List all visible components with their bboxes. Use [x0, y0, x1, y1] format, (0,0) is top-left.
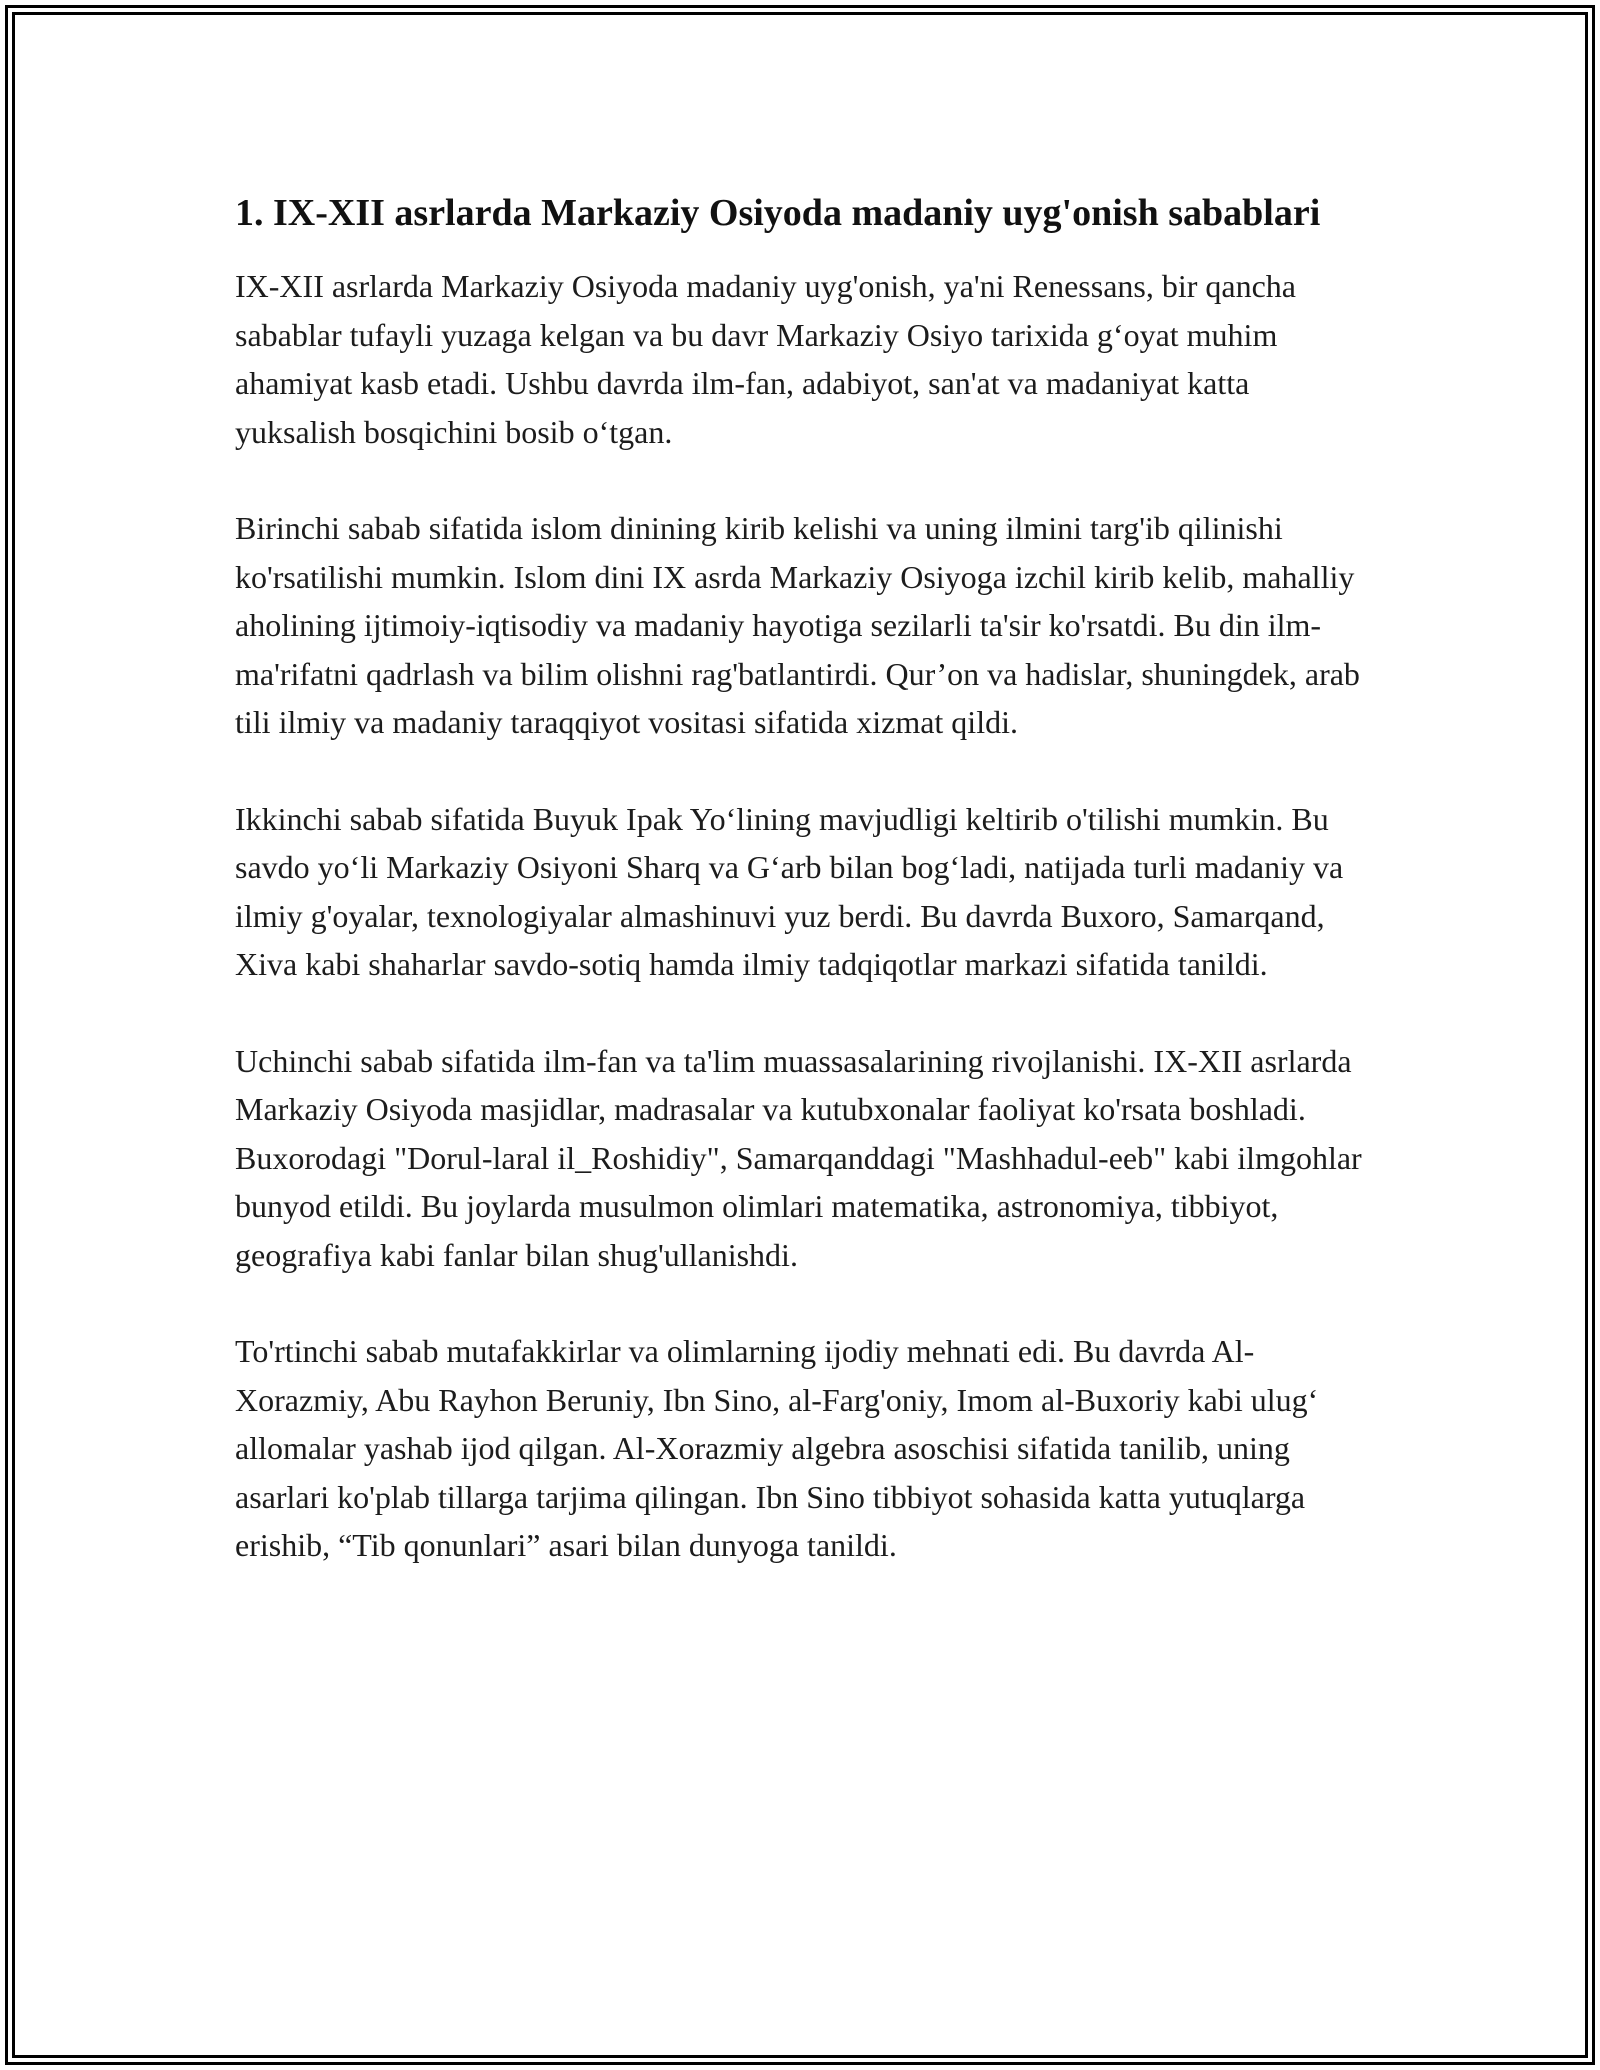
paragraph-first-reason: Birinchi sabab sifatida islom dinining kirib kelishi va uning ilmini targ'ib qilinishi ko'rsatilishi mumkin. Islom dini IX asrda Markaziy Osiyoga izchil kirib kelib, mahalliy aholining ijtimoiy-iqtisodiy va madaniy hayotiga sezilarli ta'sir ko'rsatdi. Bu din ilm-ma'rifatni qadrlash va bilim olishni rag'batlantirdi. Qur’on va hadislar, shuningdek, arab tili ilmiy va madaniy taraqqiyot vositasi sifatida xizmat qildi.: [235, 510, 1360, 740]
document-title: 1. IX-XII asrlarda Markaziy Osiyoda madaniy uyg'onish sabablari: [235, 192, 1321, 234]
paragraph-second-reason: Ikkinchi sabab sifatida Buyuk Ipak Yo‘lining mavjudligi keltirib o'tilishi mumkin. Bu savdo yo‘li Markaziy Osiyoni Sharq va G‘arb bilan bog‘ladi, natijada turli madaniy va ilmiy g'oyalar, texnologiyalar almashinuvi yuz berdi. Bu davrda Buxoro, Samarqand, Xiva kabi shaharlar savdo-sotiq hamda ilmiy tadqiqotlar markazi sifatida tanildi.: [235, 800, 1344, 982]
document-body: [235, 186, 1365, 1618]
paragraph-third-reason: Uchinchi sabab sifatida ilm-fan va ta'lim muassasalarining rivojlanishi. IX-XII asrlarda Markaziy Osiyoda masjidlar, madrasalar va kutubxonalar faoliyat ko'rsata boshladi. Buxorodagi "Dorul-laral il_Roshidiy", Samarqanddagi "Mashhadul-eeb" kabi ilmgohlar bunyod etildi. Bu joylarda musulmon olimlari matematika, astronomiya, tibbiyot, geografiya kabi fanlar bilan shug'ullanishdi.: [235, 1042, 1362, 1273]
paragraph-intro: IX-XII asrlarda Markaziy Osiyoda madaniy uyg'onish, ya'ni Renessans, bir qancha sabablar tufayli yuzaga kelgan va bu davr Markaziy Osiyo tarixida g‘oyat muhim ahamiyat kasb etadi. Ushbu davrda ilm-fan, adabiyot, san'at va madaniyat katta yuksalish bosqichini bosib o‘tgan.: [235, 268, 1296, 450]
paragraph-fourth-reason: To'rtinchi sabab mutafakkirlar va olimlarning ijodiy mehnati edi. Bu davrda Al-Xorazmiy, Abu Rayhon Beruniy, Ibn Sino, al-Farg'oniy, Imom al-Buxoriy kabi ulug‘ allomalar yashab ijod qilgan. Al-Xorazmiy algebra asoschisi sifatida tanilib, uning asarlari ko'plab tillarga tarjima qilingan. Ibn Sino tibbiyot sohasida katta yutuqlarga erishib, “Tib qonunlari” asari bilan dunyoga tanildi.: [235, 1333, 1319, 1563]
